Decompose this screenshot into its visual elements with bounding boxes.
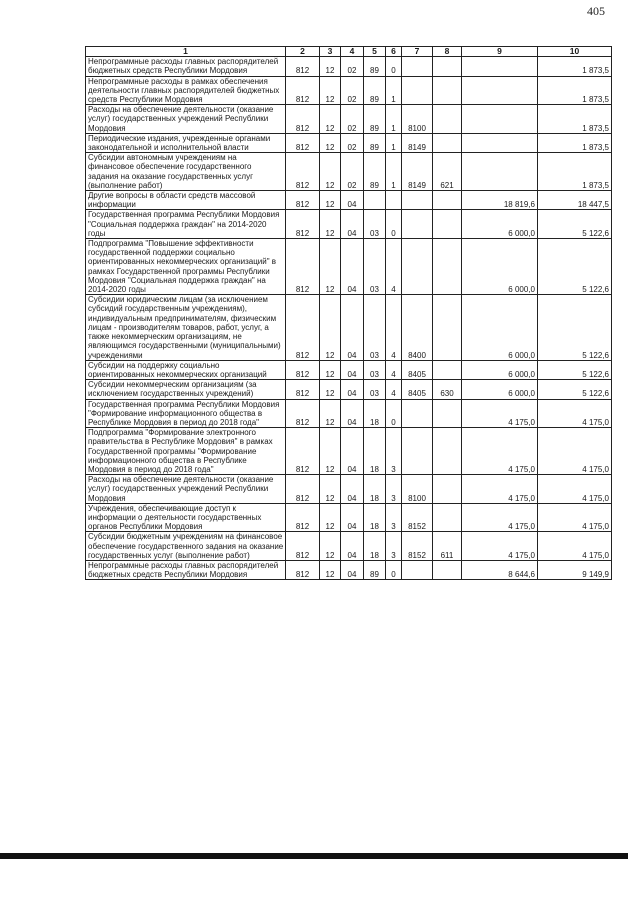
table-row <box>86 153 612 191</box>
cell-col2: 812 <box>286 428 320 475</box>
cell-col7: 8405 <box>402 360 433 379</box>
cell-col8 <box>433 57 462 76</box>
cell-col2: 812 <box>286 399 320 428</box>
cell-col3: 12 <box>320 399 341 428</box>
cell-col2: 812 <box>286 532 320 561</box>
table-row <box>86 133 612 152</box>
table-row <box>86 532 612 561</box>
cell-col6: 4 <box>386 239 402 295</box>
cell-name: Субсидии автономным учреждениям на финансовое обеспечение государственного задания на оказание государственных услуг (выполнение работ) <box>86 153 286 191</box>
table-row <box>86 76 612 105</box>
cell-col7 <box>402 76 433 105</box>
cell-col9: 6 000,0 <box>462 210 538 239</box>
cell-col7 <box>402 399 433 428</box>
cell-col8: 621 <box>433 153 462 191</box>
table-header-row <box>86 47 612 57</box>
cell-col6: 0 <box>386 399 402 428</box>
cell-col4: 02 <box>341 153 364 191</box>
cell-col4: 02 <box>341 57 364 76</box>
cell-col3: 12 <box>320 57 341 76</box>
cell-name: Другие вопросы в области средств массовой информации <box>86 191 286 210</box>
cell-col7: 8149 <box>402 133 433 152</box>
table-row <box>86 239 612 295</box>
cell-col10: 4 175,0 <box>538 399 612 428</box>
table-row <box>86 399 612 428</box>
cell-col3: 12 <box>320 360 341 379</box>
cell-col8 <box>433 295 462 360</box>
cell-col3: 12 <box>320 532 341 561</box>
cell-col10: 5 122,6 <box>538 295 612 360</box>
cell-col7: 8152 <box>402 503 433 532</box>
table-row <box>86 295 612 360</box>
cell-col10: 4 175,0 <box>538 532 612 561</box>
cell-name: Субсидии на поддержку социально ориентированных некоммерческих организаций <box>86 360 286 379</box>
cell-col7 <box>402 560 433 579</box>
cell-col5: 89 <box>364 57 386 76</box>
cell-col5: 89 <box>364 105 386 134</box>
header-cell: 3 <box>320 47 341 57</box>
cell-col2: 812 <box>286 295 320 360</box>
cell-col7 <box>402 239 433 295</box>
cell-name: Расходы на обеспечение деятельности (оказание услуг) государственных учреждений Республики Мордовия <box>86 475 286 504</box>
header-cell: 2 <box>286 47 320 57</box>
cell-col10: 4 175,0 <box>538 475 612 504</box>
cell-col3: 12 <box>320 105 341 134</box>
cell-col9: 6 000,0 <box>462 295 538 360</box>
cell-col2: 812 <box>286 105 320 134</box>
cell-col2: 812 <box>286 475 320 504</box>
cell-col2: 812 <box>286 503 320 532</box>
cell-col3: 12 <box>320 503 341 532</box>
cell-col10: 1 873,5 <box>538 133 612 152</box>
cell-col8 <box>433 503 462 532</box>
header-cell: 10 <box>538 47 612 57</box>
cell-col4: 04 <box>341 475 364 504</box>
cell-col7 <box>402 191 433 210</box>
cell-col5: 03 <box>364 380 386 399</box>
header-cell: 9 <box>462 47 538 57</box>
table-row <box>86 191 612 210</box>
cell-col2: 812 <box>286 191 320 210</box>
cell-col3: 12 <box>320 560 341 579</box>
cell-col5: 89 <box>364 133 386 152</box>
header-cell: 1 <box>86 47 286 57</box>
cell-col7: 8100 <box>402 475 433 504</box>
cell-col2: 812 <box>286 560 320 579</box>
cell-col9: 6 000,0 <box>462 380 538 399</box>
cell-col9: 4 175,0 <box>462 475 538 504</box>
cell-col10: 5 122,6 <box>538 239 612 295</box>
cell-col5: 18 <box>364 532 386 561</box>
cell-col8 <box>433 239 462 295</box>
cell-col5: 89 <box>364 560 386 579</box>
cell-col9: 6 000,0 <box>462 360 538 379</box>
cell-col9 <box>462 153 538 191</box>
cell-col9: 4 175,0 <box>462 503 538 532</box>
cell-col4: 04 <box>341 380 364 399</box>
cell-col9: 6 000,0 <box>462 239 538 295</box>
cell-col9: 4 175,0 <box>462 532 538 561</box>
cell-col4: 04 <box>341 210 364 239</box>
cell-col10: 5 122,6 <box>538 210 612 239</box>
cell-name: Подпрограмма "Формирование электронного правительства в Республике Мордовия" в рамках Государственной программы "Формирование информационного общества в Республике Мордовия в период до 2018 года" <box>86 428 286 475</box>
cell-col9: 18 819,6 <box>462 191 538 210</box>
cell-col2: 812 <box>286 133 320 152</box>
cell-name: Непрограммные расходы главных распорядителей бюджетных средств Республики Мордовия <box>86 560 286 579</box>
table-body <box>86 57 612 580</box>
cell-col10: 4 175,0 <box>538 428 612 475</box>
cell-name: Государственная программа Республики Мордовия "Социальная поддержка граждан" на 2014-2020 годы <box>86 210 286 239</box>
cell-col10: 1 873,5 <box>538 57 612 76</box>
cell-col4: 04 <box>341 360 364 379</box>
budget-table <box>85 46 612 580</box>
cell-col4: 02 <box>341 105 364 134</box>
table-row <box>86 57 612 76</box>
table-row <box>86 380 612 399</box>
cell-col3: 12 <box>320 475 341 504</box>
cell-col7 <box>402 428 433 475</box>
page-number: 405 <box>587 4 605 18</box>
cell-col10: 18 447,5 <box>538 191 612 210</box>
cell-name: Учреждения, обеспечивающие доступ к информации о деятельности государственных органов Республики Мордовия <box>86 503 286 532</box>
cell-col3: 12 <box>320 76 341 105</box>
cell-name: Субсидии юридическим лицам (за исключением субсидий государственным учреждениям), индивидуальным предпринимателям, физическим лицам - производителям товаров, работ, услуг, а также некоммерческим организациям, не являющимся государственными (муниципальными) учреждениями <box>86 295 286 360</box>
cell-col5: 03 <box>364 295 386 360</box>
cell-col4: 04 <box>341 503 364 532</box>
cell-col6: 1 <box>386 76 402 105</box>
footer-rule <box>0 853 628 859</box>
cell-col6: 4 <box>386 380 402 399</box>
cell-col6: 0 <box>386 57 402 76</box>
cell-col8 <box>433 76 462 105</box>
cell-col4: 04 <box>341 560 364 579</box>
cell-col9 <box>462 133 538 152</box>
cell-col8 <box>433 560 462 579</box>
header-cell: 6 <box>386 47 402 57</box>
cell-col8 <box>433 105 462 134</box>
cell-col6 <box>386 191 402 210</box>
cell-col6: 4 <box>386 360 402 379</box>
table-row <box>86 428 612 475</box>
cell-col4: 04 <box>341 295 364 360</box>
cell-name: Периодические издания, учрежденные органами законодательной и исполнительной власти <box>86 133 286 152</box>
cell-name: Подпрограмма "Повышение эффективности государственной поддержки социально ориентированных некоммерческих организаций" в рамках Государственной программы Республики Мордовия "Социальная поддержка граждан" на 2014-2020 годы <box>86 239 286 295</box>
cell-name: Расходы на обеспечение деятельности (оказание услуг) государственных учреждений Республики Мордовия <box>86 105 286 134</box>
cell-col8 <box>433 191 462 210</box>
cell-col10: 9 149,9 <box>538 560 612 579</box>
cell-col3: 12 <box>320 153 341 191</box>
cell-col6: 0 <box>386 210 402 239</box>
cell-col10: 1 873,5 <box>538 153 612 191</box>
cell-col3: 12 <box>320 295 341 360</box>
cell-col5: 18 <box>364 428 386 475</box>
cell-col4: 04 <box>341 399 364 428</box>
header-cell: 8 <box>433 47 462 57</box>
cell-col4: 04 <box>341 239 364 295</box>
cell-col7 <box>402 57 433 76</box>
cell-col4: 04 <box>341 532 364 561</box>
cell-col6: 1 <box>386 133 402 152</box>
cell-col8 <box>433 360 462 379</box>
cell-col5 <box>364 191 386 210</box>
cell-col10: 5 122,6 <box>538 380 612 399</box>
cell-col8: 630 <box>433 380 462 399</box>
cell-col6: 0 <box>386 560 402 579</box>
cell-col2: 812 <box>286 239 320 295</box>
cell-col6: 1 <box>386 105 402 134</box>
cell-col10: 5 122,6 <box>538 360 612 379</box>
table-row <box>86 105 612 134</box>
cell-col4: 02 <box>341 76 364 105</box>
header-cell: 7 <box>402 47 433 57</box>
cell-col7: 8149 <box>402 153 433 191</box>
cell-col2: 812 <box>286 153 320 191</box>
cell-col5: 03 <box>364 239 386 295</box>
cell-col2: 812 <box>286 360 320 379</box>
cell-name: Государственная программа Республики Мордовия "Формирование информационного общества в Республике Мордовия в период до 2018 года" <box>86 399 286 428</box>
header-cell: 4 <box>341 47 364 57</box>
cell-col4: 02 <box>341 133 364 152</box>
cell-col9: 8 644,6 <box>462 560 538 579</box>
cell-col5: 03 <box>364 360 386 379</box>
cell-col9: 4 175,0 <box>462 399 538 428</box>
cell-name: Субсидии некоммерческим организациям (за исключением государственных учреждений) <box>86 380 286 399</box>
cell-col6: 3 <box>386 532 402 561</box>
cell-col9: 4 175,0 <box>462 428 538 475</box>
cell-col3: 12 <box>320 133 341 152</box>
cell-col3: 12 <box>320 428 341 475</box>
cell-col8 <box>433 399 462 428</box>
cell-col2: 812 <box>286 76 320 105</box>
cell-col6: 3 <box>386 428 402 475</box>
table-row <box>86 360 612 379</box>
cell-col9 <box>462 57 538 76</box>
cell-col5: 89 <box>364 76 386 105</box>
cell-col8: 611 <box>433 532 462 561</box>
cell-col5: 18 <box>364 503 386 532</box>
cell-col6: 4 <box>386 295 402 360</box>
cell-col3: 12 <box>320 239 341 295</box>
cell-col5: 03 <box>364 210 386 239</box>
cell-col8 <box>433 133 462 152</box>
table-row <box>86 475 612 504</box>
cell-col7 <box>402 210 433 239</box>
cell-col6: 3 <box>386 503 402 532</box>
cell-col5: 18 <box>364 475 386 504</box>
cell-col3: 12 <box>320 191 341 210</box>
cell-col6: 1 <box>386 153 402 191</box>
header-cell: 5 <box>364 47 386 57</box>
cell-col7: 8152 <box>402 532 433 561</box>
cell-name: Непрограммные расходы главных распорядителей бюджетных средств Республики Мордовия <box>86 57 286 76</box>
cell-col7: 8405 <box>402 380 433 399</box>
cell-col7: 8400 <box>402 295 433 360</box>
table-row <box>86 560 612 579</box>
cell-col3: 12 <box>320 210 341 239</box>
cell-col10: 4 175,0 <box>538 503 612 532</box>
cell-col8 <box>433 475 462 504</box>
cell-col4: 04 <box>341 191 364 210</box>
cell-col8 <box>433 210 462 239</box>
cell-col10: 1 873,5 <box>538 76 612 105</box>
table-row <box>86 210 612 239</box>
cell-col2: 812 <box>286 57 320 76</box>
cell-col4: 04 <box>341 428 364 475</box>
cell-col3: 12 <box>320 380 341 399</box>
cell-col9 <box>462 76 538 105</box>
cell-col5: 18 <box>364 399 386 428</box>
cell-name: Непрограммные расходы в рамках обеспечения деятельности главных распорядителей бюджетных средств Республики Мордовия <box>86 76 286 105</box>
cell-col9 <box>462 105 538 134</box>
cell-col7: 8100 <box>402 105 433 134</box>
cell-col5: 89 <box>364 153 386 191</box>
cell-name: Субсидии бюджетным учреждениям на финансовое обеспечение государственного задания на оказание государственных услуг (выполнение работ) <box>86 532 286 561</box>
cell-col2: 812 <box>286 380 320 399</box>
table-row <box>86 503 612 532</box>
cell-col2: 812 <box>286 210 320 239</box>
cell-col10: 1 873,5 <box>538 105 612 134</box>
cell-col6: 3 <box>386 475 402 504</box>
cell-col8 <box>433 428 462 475</box>
